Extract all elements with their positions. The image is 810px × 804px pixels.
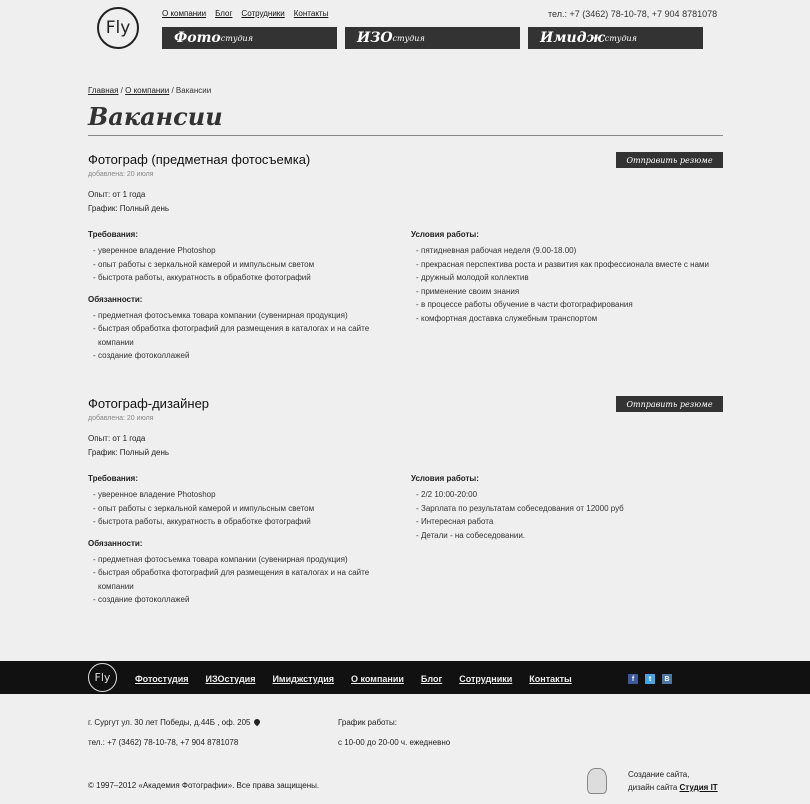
- title-divider: [88, 135, 723, 136]
- schedule-heading: График работы:: [338, 718, 397, 727]
- breadcrumb-sep: /: [169, 86, 176, 95]
- list-item: - уверенное владение Photoshop: [88, 488, 398, 502]
- list-item: - опыт работы с зеркальной камерой и импульсным светом: [88, 258, 398, 272]
- job-date: добавлена: 20 июля: [88, 171, 154, 178]
- footer-logo[interactable]: [88, 663, 117, 692]
- conditions-heading: Условия работы:: [411, 474, 479, 483]
- list-item: - 2/2 10:00-20:00: [411, 488, 723, 502]
- conditions-list: [411, 244, 723, 325]
- footer-nav-izostudio[interactable]: ИЗОстудия: [205, 674, 256, 684]
- dev-link[interactable]: Студия IT: [679, 783, 718, 792]
- list-item: - создание фотоколлажей: [88, 593, 398, 607]
- job-card: [88, 152, 723, 360]
- footer-nav-blog[interactable]: Блог: [420, 674, 443, 684]
- list-item: - уверенное владение Photoshop: [88, 244, 398, 258]
- footer-nav-photostudio[interactable]: Фотостудия: [135, 674, 189, 684]
- job-date: добавлена: 20 июля: [88, 415, 154, 422]
- list-item: - опыт работы с зеркальной камерой и импульсным светом: [88, 502, 398, 516]
- studio-tabs: [162, 27, 703, 49]
- footer-nav: [135, 674, 572, 684]
- requirements-heading: Требования:: [88, 474, 138, 483]
- footer-address: г. Сургут ул. 30 лет Победы, д.44Б , оф. 205: [88, 718, 251, 727]
- requirements-list: [88, 244, 398, 285]
- logo[interactable]: [97, 7, 139, 49]
- logo-text: Fly: [105, 18, 131, 38]
- list-item: - в процессе работы обучение в части фотографирования: [411, 298, 723, 312]
- dev-line2: дизайн сайта: [628, 783, 680, 792]
- list-item: - прекрасная перспектива роста и развития как профессионала вместе с нами: [411, 258, 723, 272]
- nav-staff[interactable]: Сотрудники: [241, 9, 285, 18]
- list-item: - применение своим знания: [411, 285, 723, 299]
- studio-image[interactable]: [528, 27, 703, 49]
- schedule-text: с 10-00 до 20-00 ч. ежедневно: [338, 738, 451, 747]
- send-resume-button[interactable]: Отправить резюме: [616, 152, 723, 168]
- studio-photo[interactable]: [162, 27, 337, 49]
- footer-logo-text: Fly: [94, 671, 111, 684]
- twitter-icon[interactable]: t: [645, 674, 655, 684]
- breadcrumb-sep: /: [118, 86, 126, 95]
- studio-it-logo-icon: [587, 768, 607, 794]
- list-item: - предметная фотосъемка товара компании (сувенирная продукция): [88, 553, 398, 567]
- list-item: - предметная фотосъемка товара компании (сувенирная продукция): [88, 309, 398, 323]
- studio-image-main: Имидж: [540, 30, 605, 46]
- dev-line1: Создание сайта,: [628, 770, 690, 779]
- nav-about[interactable]: О компании: [162, 9, 207, 18]
- list-item: - Интересная работа: [411, 515, 723, 529]
- studio-photo-main: Фото: [174, 30, 221, 46]
- social-links: [628, 674, 672, 684]
- list-item: - быстрота работы, аккуратность в обработке фотографий: [88, 515, 398, 529]
- header-phone: тел.: +7 (3462) 78-10-78, +7 904 8781078: [548, 9, 718, 19]
- footer-schedule: [338, 713, 450, 753]
- facebook-icon[interactable]: f: [628, 674, 638, 684]
- copyright: © 1997–2012 «Академия Фотографии». Все права защищены.: [88, 781, 320, 790]
- duties-heading: Обязанности:: [88, 538, 143, 548]
- list-item: - пятидневная рабочая неделя (9.00-18.00): [411, 244, 723, 258]
- job-schedule: График: Полный день: [88, 448, 170, 457]
- duties-list: [88, 553, 398, 607]
- requirements-list: [88, 488, 398, 529]
- list-item: - быстрая обработка фотографий для размещения в каталогах и на сайте компании: [88, 566, 398, 593]
- breadcrumb: [88, 86, 211, 95]
- list-item: - Детали - на собеседовании.: [411, 529, 723, 543]
- job-experience: Опыт: от 1 года: [88, 190, 146, 199]
- studio-izo[interactable]: [345, 27, 520, 49]
- nav-blog[interactable]: Блог: [215, 9, 233, 18]
- job-experience: Опыт: от 1 года: [88, 434, 146, 443]
- studio-izo-sub: студия: [392, 33, 425, 43]
- footer-nav-imagestudio[interactable]: Имиджстудия: [272, 674, 335, 684]
- job-title: Фотограф (предметная фотосъемка): [88, 152, 311, 167]
- breadcrumb-about[interactable]: О компании: [125, 86, 170, 95]
- breadcrumb-current: Вакансии: [175, 86, 212, 95]
- requirements-heading: Требования:: [88, 230, 138, 239]
- job-title: Фотограф-дизайнер: [88, 396, 210, 411]
- footer-contacts: [88, 713, 260, 753]
- footer-bar: [0, 661, 810, 694]
- footer-nav-staff[interactable]: Сотрудники: [459, 674, 513, 684]
- list-item: - создание фотоколлажей: [88, 349, 398, 363]
- studio-izo-main: ИЗО: [357, 30, 393, 46]
- developer-credit: [628, 768, 718, 794]
- map-pin-icon[interactable]: [253, 718, 261, 726]
- footer-phone: тел.: +7 (3462) 78-10-78, +7 904 8781078: [88, 738, 239, 747]
- list-item: - Зарплата по результатам собеседования от 12000 руб: [411, 502, 723, 516]
- job-card: [88, 396, 723, 604]
- conditions-list: [411, 488, 723, 542]
- studio-photo-sub: студия: [220, 33, 254, 43]
- job-schedule: График: Полный день: [88, 204, 170, 213]
- vk-icon[interactable]: B: [662, 674, 672, 684]
- duties-heading: Обязанности:: [88, 294, 143, 304]
- footer-nav-about[interactable]: О компании: [351, 674, 404, 684]
- list-item: - быстрая обработка фотографий для размещения в каталогах и на сайте компании: [88, 322, 398, 349]
- duties-list: [88, 309, 398, 363]
- studio-image-sub: студия: [604, 33, 637, 43]
- conditions-heading: Условия работы:: [411, 230, 479, 239]
- page-title: Вакансии: [88, 102, 223, 131]
- footer-nav-contacts[interactable]: Контакты: [529, 674, 572, 684]
- top-nav: [162, 9, 328, 18]
- list-item: - быстрота работы, аккуратность в обработке фотографий: [88, 271, 398, 285]
- nav-contacts[interactable]: Контакты: [293, 9, 329, 18]
- list-item: - дружный молодой коллектив: [411, 271, 723, 285]
- send-resume-button[interactable]: Отправить резюме: [616, 396, 723, 412]
- breadcrumb-home[interactable]: Главная: [88, 86, 119, 95]
- list-item: - комфортная доставка служебным транспортом: [411, 312, 723, 326]
